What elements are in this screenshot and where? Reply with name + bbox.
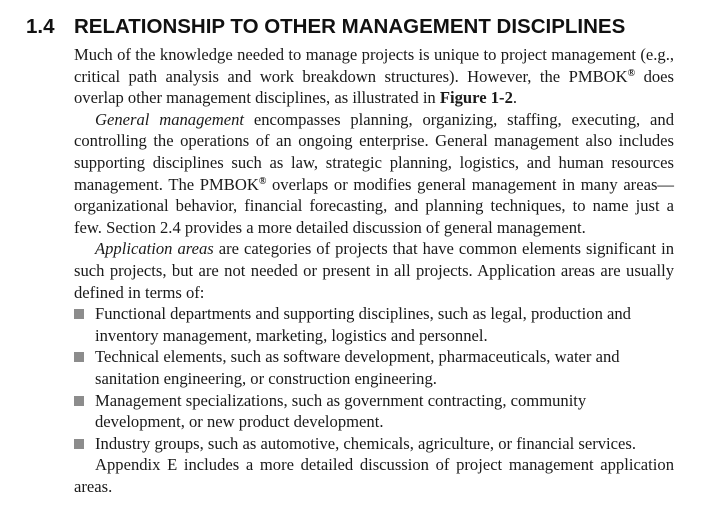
registered-mark: ®: [258, 175, 267, 187]
square-bullet-icon: [74, 439, 84, 449]
paragraph-application-areas: [74, 238, 674, 303]
list-item-text: Functional departments and supporting disciplines, such as legal, production and inventory management, marketing, logistics and personnel.: [95, 304, 631, 345]
paragraph-intro-text-2: does overlap other management disciplines, as illustrated in: [74, 66, 674, 108]
list-item-text: Technical elements, such as software development, pharmaceuticals, water and sanitation engineering, or construction engineering.: [95, 347, 620, 388]
square-bullet-icon: [74, 352, 84, 362]
list-item: [74, 433, 674, 455]
list-item: [74, 346, 674, 389]
list-item-text: Industry groups, such as automotive, chemicals, agriculture, or financial services.: [95, 433, 636, 453]
list-item: [74, 303, 674, 346]
list-item: [74, 390, 674, 433]
list-item-text: Management specializations, such as government contracting, community development, or new product development.: [95, 390, 587, 432]
square-bullet-icon: [74, 396, 84, 406]
registered-mark: ®: [627, 67, 636, 79]
paragraph-intro-end: .: [512, 88, 518, 108]
square-bullet-icon: [74, 309, 84, 319]
paragraph-intro: [74, 44, 674, 109]
paragraph-general-management-text-2: overlaps or modifies general management in many areas—organizational behavior, financial forecasting, and planning techniques, to name just a few. Section 2.4 provides a more detailed discussion of general management.: [74, 174, 674, 237]
paragraph-general-management: [74, 109, 674, 239]
paragraph-intro-text: Much of the knowledge needed to manage projects is unique to project management (e.g., critical path analysis and work breakdown structures). However, the PMBOK: [74, 45, 674, 86]
section-heading: [26, 13, 625, 41]
application-areas-list: [74, 303, 674, 454]
figure-reference-link[interactable]: Figure 1-2: [439, 88, 513, 108]
paragraph-appendix-reference: [74, 454, 674, 497]
section-body: [74, 44, 674, 497]
paragraph-general-management-text-1: encompasses planning, organizing, staffing, executing, and controlling the operations of an ongoing enterprise. General management also includes supporting disciplines such as law, strategic planning, logistics, and human resources management. The PMBOK: [74, 109, 674, 194]
section-title: RELATIONSHIP TO OTHER MANAGEMENT DISCIPLINES: [74, 15, 626, 38]
paragraph-appendix-text: Appendix E includes a more detailed discussion of project management application areas.: [74, 455, 674, 496]
section-number: 1.4: [26, 15, 55, 38]
term-general-management: General management: [95, 109, 245, 129]
paragraph-application-areas-text: are categories of projects that have common elements significant in such projects, but are not needed or present in all projects. Application areas are usually defined in terms of:: [74, 239, 674, 302]
term-application-areas: Application areas: [95, 239, 214, 259]
